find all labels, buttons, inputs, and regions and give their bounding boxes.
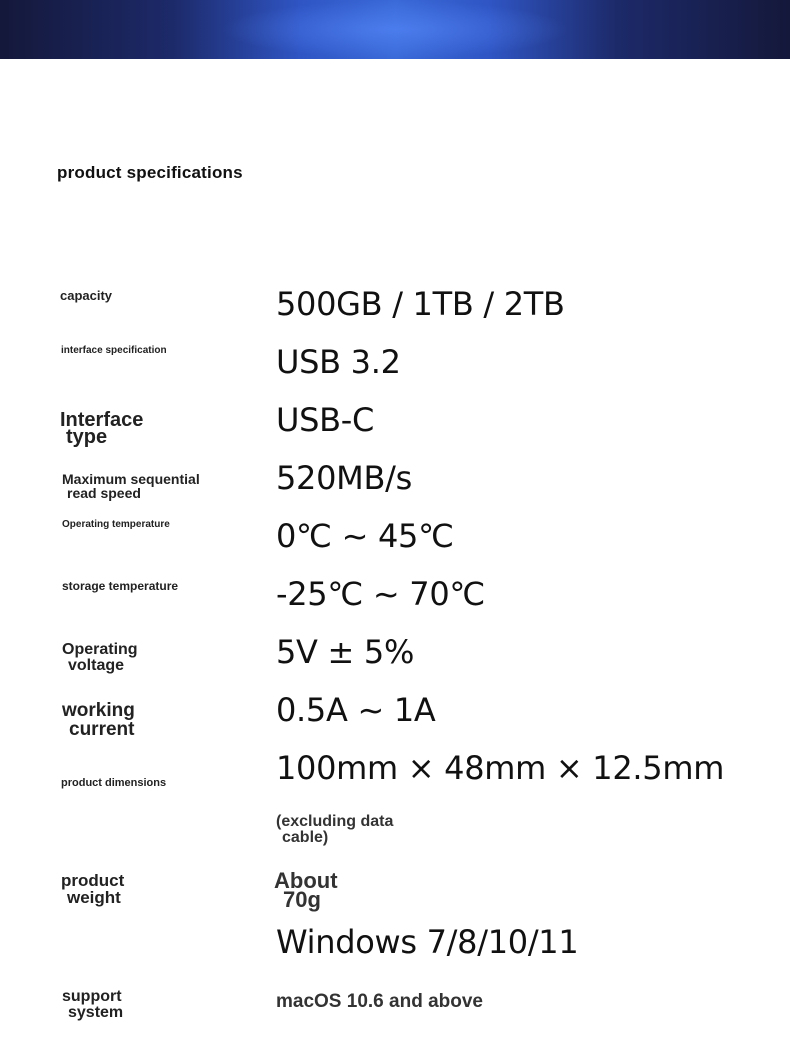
working-current-value: 0.5A ~ 1A	[276, 691, 436, 729]
read-speed-label	[62, 472, 200, 500]
interface-type-label-line2: type	[66, 426, 108, 448]
weight-label-line2: weight	[67, 888, 121, 907]
read-speed-label-line2: read speed	[67, 485, 141, 501]
weight-label	[61, 872, 124, 906]
dimensions-note-line2: cable)	[282, 829, 329, 846]
weight-value-line1: About	[274, 868, 338, 893]
interface-type-label	[60, 410, 143, 447]
interface-spec-value: USB 3.2	[276, 343, 401, 381]
storage-temp-value: -25℃ ~ 70℃	[276, 575, 486, 613]
read-speed-value: 520MB/s	[276, 459, 412, 497]
windows-support-value: Windows 7/8/10/11	[276, 923, 579, 961]
dimensions-label: product dimensions	[61, 777, 167, 789]
operating-voltage-label-line2: voltage	[68, 657, 125, 674]
support-system-label-line1: support	[62, 988, 122, 1005]
dimensions-note	[276, 814, 393, 846]
operating-temp-label: Operating temperature	[62, 519, 170, 530]
operating-voltage-label	[62, 642, 138, 674]
storage-temp-label: storage temperature	[62, 579, 179, 593]
capacity-label: capacity	[60, 288, 113, 303]
dimensions-note-line1: (excluding data	[276, 813, 394, 830]
weight-value	[274, 870, 338, 911]
working-current-label-line1: working	[62, 700, 135, 721]
operating-temp-value: 0℃ ~ 45℃	[276, 517, 454, 555]
weight-label-line1: product	[61, 871, 125, 890]
header-banner	[0, 0, 790, 59]
operating-voltage-value: 5V ± 5%	[276, 633, 415, 671]
mac-support-value: macOS 10.6 and above	[276, 991, 483, 1012]
support-system-label-line2: system	[68, 1004, 124, 1021]
working-current-label	[62, 701, 135, 739]
support-system-label	[62, 989, 123, 1021]
operating-voltage-label-line1: Operating	[62, 641, 138, 658]
interface-type-value: USB-C	[276, 401, 375, 439]
capacity-value: 500GB / 1TB / 2TB	[276, 285, 565, 323]
weight-value-line2: 70g	[283, 887, 321, 912]
section-title: product specifications	[57, 163, 243, 182]
interface-spec-label: interface specification	[61, 345, 167, 356]
read-speed-label-line1: Maximum sequential	[62, 471, 200, 487]
working-current-label-line2: current	[69, 719, 135, 740]
dimensions-value: 100mm × 48mm × 12.5mm	[276, 749, 725, 787]
interface-type-label-line1: Interface	[60, 409, 144, 431]
